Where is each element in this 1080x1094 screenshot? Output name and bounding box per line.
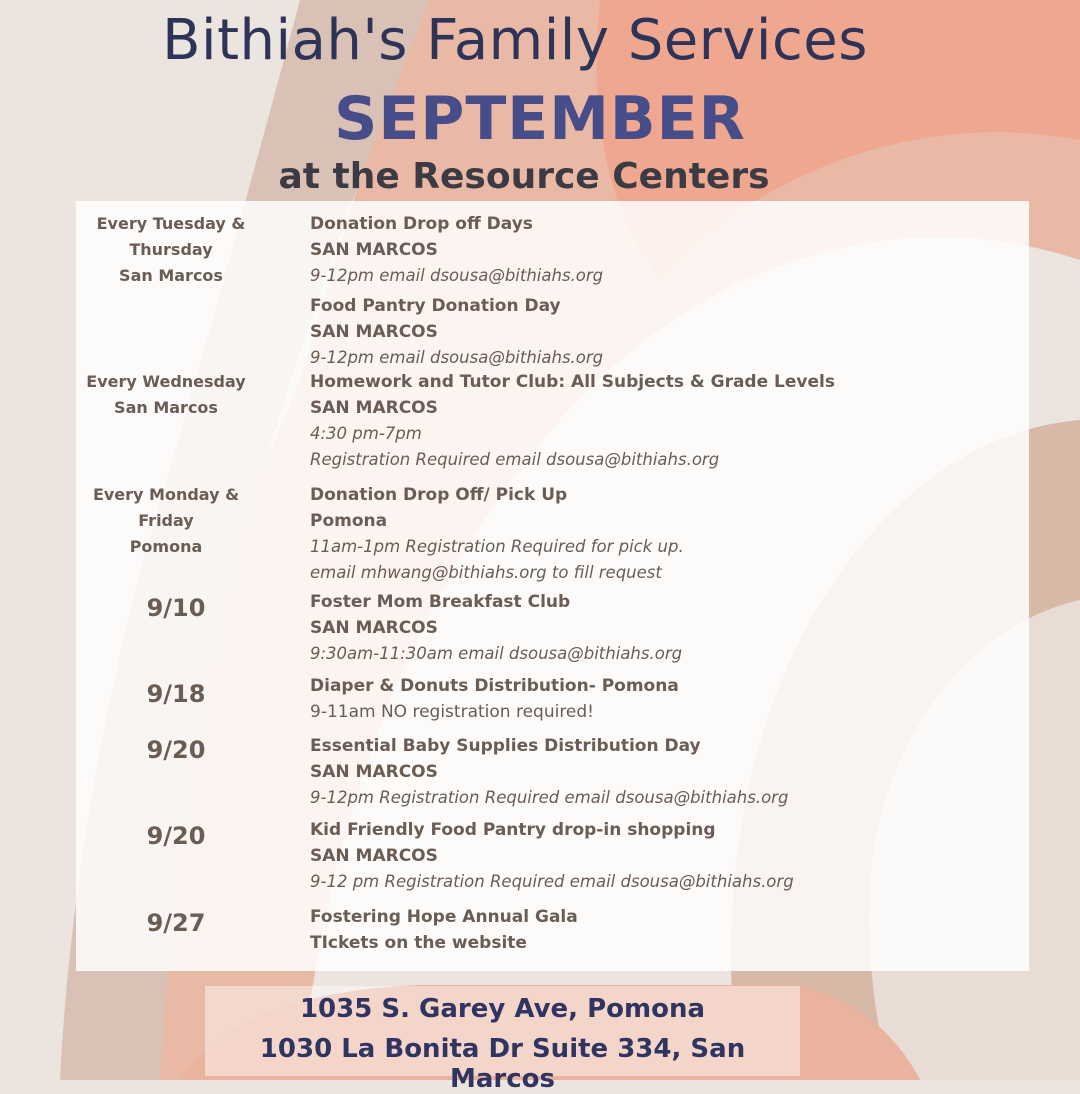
event-location: SAN MARCOS (310, 240, 438, 260)
event-details (310, 673, 1020, 725)
event-info: 9-12pm email dsousa@bithiahs.org (310, 266, 604, 285)
event-location: SAN MARCOS (310, 846, 438, 866)
event-info: email mhwang@bithiahs.org to fill request (310, 563, 662, 582)
event-title: Homework and Tutor Club: All Subjects & Grade Levels (310, 372, 835, 392)
event-location: SAN MARCOS (310, 398, 438, 418)
event-info: 9-12pm Registration Required email dsousa@bithiahs.org (310, 788, 789, 807)
event-details (310, 904, 1020, 956)
schedule-panel (76, 201, 1029, 971)
event-location: SAN MARCOS (310, 762, 438, 782)
month-heading: SEPTEMBER (334, 84, 746, 154)
date-label: 9/20 (146, 822, 206, 850)
event-location: Pomona (310, 511, 388, 531)
date-label: Every Tuesday & Thursday San Marcos (96, 214, 246, 285)
event-info: 4:30 pm-7pm (310, 424, 422, 443)
event-title: Diaper & Donuts Distribution- Pomona (310, 676, 679, 696)
event-title: Fostering Hope Annual Gala (310, 907, 578, 927)
event-title: Food Pantry Donation Day (310, 296, 561, 316)
date-label: Every Wednesday San Marcos (86, 372, 246, 417)
event-tickets-note: TIckets on the website (310, 933, 527, 953)
event-info: 11am-1pm Registration Required for pick up. (310, 537, 684, 556)
address-pomona: 1035 S. Garey Ave, Pomona (299, 994, 706, 1024)
event-details (310, 482, 1020, 586)
event-note: 9-11am NO registration required! (310, 702, 594, 722)
date-label: 9/10 (146, 594, 206, 622)
event-details (310, 369, 1020, 473)
event-details (310, 589, 1020, 667)
event-details (310, 211, 1020, 289)
event-details (310, 293, 1020, 371)
event-title: Foster Mom Breakfast Club (310, 592, 571, 612)
date-label: Every Monday & Friday Pomona (92, 485, 240, 556)
date-label: 9/27 (146, 909, 206, 937)
address-san-marcos: 1030 La Bonita Dr Suite 334, San Marcos (259, 1034, 746, 1094)
organization-title: Bithiah's Family Services (162, 8, 868, 73)
date-label: 9/18 (146, 680, 206, 708)
event-info: 9:30am-11:30am email dsousa@bithiahs.org (310, 644, 683, 663)
event-title: Donation Drop off Days (310, 214, 533, 234)
event-info: Registration Required email dsousa@bithiahs.org (310, 450, 720, 469)
event-details (310, 733, 1020, 811)
event-info: 9-12 pm Registration Required email dsousa@bithiahs.org (310, 872, 794, 891)
event-location: SAN MARCOS (310, 322, 438, 342)
address-box (205, 986, 800, 1094)
event-title: Kid Friendly Food Pantry drop-in shopping (310, 820, 716, 840)
event-title: Donation Drop Off/ Pick Up (310, 485, 568, 505)
event-title: Essential Baby Supplies Distribution Day (310, 736, 701, 756)
date-label: 9/20 (146, 736, 206, 764)
event-location: SAN MARCOS (310, 618, 438, 638)
subtitle: at the Resource Centers (278, 156, 770, 197)
event-details (310, 817, 1020, 895)
event-info: 9-12pm email dsousa@bithiahs.org (310, 348, 604, 367)
